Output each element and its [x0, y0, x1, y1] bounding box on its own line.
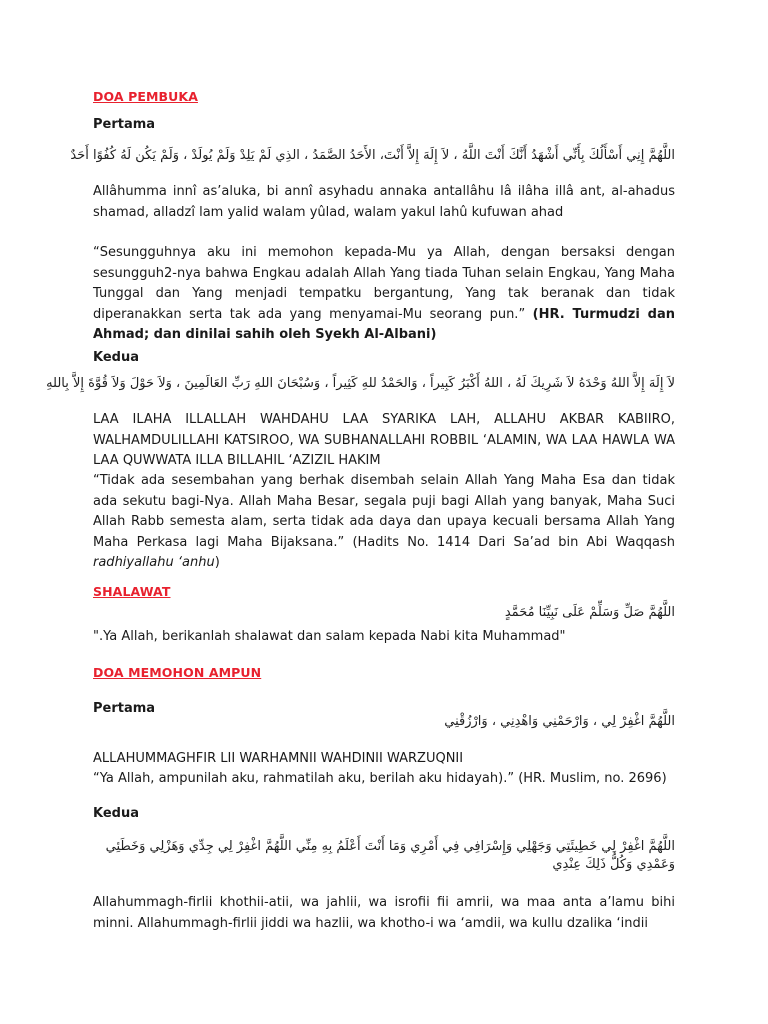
- label-pertama: Pertama: [93, 701, 156, 716]
- label-kedua: Kedua: [93, 350, 139, 365]
- translation-shalawat: ".Ya Allah, berikanlah shalawat dan salam kepada Nabi kita Muhammad": [93, 629, 566, 644]
- latin-ampun-pertama: ALLAHUMMAGHFIR LII WARHAMNII WAHDINII WARZUQNII: [93, 751, 464, 766]
- translation-italic: radhiyallahu ‘anhu: [93, 555, 215, 570]
- hadith-source: (HR. Turmudzi dan Ahmad; dan dinilai sahih oleh Syekh Al-Albani): [93, 306, 675, 342]
- translation-text: “Tidak ada sesembahan yang berhak disembah selain Allah Yang Maha Esa dan tidak ada sekutu bagi-Nya. Allah Maha Besar, segala puji bagi Allah yang banyak, Maha Suci Allah Rabb semesta alam, serta tidak ada daya dan upaya kecuali bersama Allah Yang Maha Perkasa lagi Maha Bijaksana.” (Hadits No. 1414 Dari Sa’ad bin Abi Waqqash: [93, 473, 675, 550]
- translation-doa-pembuka-kedua: [93, 471, 675, 574]
- latin-doa-pembuka-kedua: LAA ILAHA ILLALLAH WAHDAHU LAA SYARIKA LAH, ALLAHU AKBAR KABIIRO, WALHAMDULILLAHI KATSIROO, WA SUBHANALLAHI ROBBIL ‘ALAMIN, WA LAA HAWLA WA LAA QUWWATA ILLA BILLAHIL ‘AZIZIL HAKIM: [93, 412, 675, 468]
- translation-doa-pembuka-pertama: [93, 243, 675, 346]
- heading-doa-pembuka: DOA PEMBUKA: [93, 89, 198, 104]
- heading-doa-memohon-ampun: DOA MEMOHON AMPUN: [93, 665, 262, 680]
- latin-doa-pembuka-pertama: Allâhumma innî as’aluka, bi annî asyhadu annaka antallâhu lâ ilâha illâ ant, al-ahadus shamad, alladzî lam yalid walam yûlad, walam yakul lahû kufuwan ahad: [93, 184, 675, 220]
- label-pertama: Pertama: [93, 117, 156, 132]
- translation-text: “Sesungguhnya aku ini memohon kepada-Mu ya Allah, dengan bersaksi dengan sesungguh2-nya bahwa Engkau adalah Allah Yang tiada Tuhan selain Engkau, Yang Maha Tunggal dan Yang menjadi tempatku bergantung, Yang tak beranak dan tidak diperanakkan serta tak ada yang menyamai-Mu seorang pun.”: [93, 245, 675, 322]
- arabic-shalawat: اللَّهُمَّ صَلِّ وَسَلِّمْ عَلَى نَبِيِّنَا مُحَمَّدٍ: [504, 605, 675, 620]
- arabic-doa-pembuka-kedua: لاَ إِلَهَ إِلاَّ اللهُ وَحْدَهُ لاَ شَرِيكَ لَهُ ، اللهُ أَكْبَرُ كَبِيراً ، وَالحَمْدُ للهِ كَثِيراً ، وَسُبْحَانَ اللهِ رَبِّ العَالَمِينَ ، وَلاَ حَوْلَ وَلاَ قُوَّةَ إِلاَّ بِاللهِ: [46, 376, 675, 391]
- translation-ampun-pertama: “Ya Allah, ampunilah aku, rahmatilah aku, berilah aku hidayah).” (HR. Muslim, no. 2696): [93, 771, 667, 786]
- label-kedua: Kedua: [93, 806, 139, 821]
- heading-shalawat: SHALAWAT: [93, 584, 171, 599]
- arabic-ampun-kedua: اللَّهُمَّ اغْفِرْ لِي خَطِيئَتِي وَجَهْلِي وَإِسْرَافِي فِي أَمْرِي وَمَا أَنْتَ أَعْلَمُ بِهِ مِنِّي اللَّهُمَّ اغْفِرْ لِي جِدِّي وَهَزْلِي وَخَطَئِي وَعَمْدِي وَكُلُّ ذَلِكَ عِنْدِي: [105, 839, 675, 872]
- arabic-doa-pembuka-pertama: اللَّهُمَّ إِنِي أَسْأَلُكَ بِأَنِّي أَشْهَدُ أَنَّكَ أَنْتَ اللَّهُ ، لاَ إِلَهَ إِلاَّ أَنْتَ، الأَحَدُ الصَّمَدُ ، الذِي لَمْ يَلِدْ وَلَمْ يُولَدْ ، وَلَمْ يَكُن لَهُ كُفُوًا أَحَدٌ: [70, 148, 675, 163]
- arabic-ampun-pertama: اللَّهُمَّ اغْفِرْ لِي ، وَارْحَمْنِي وَاهْدِنِي ، وَارْزُقْنِي: [444, 714, 675, 729]
- translation-end: ): [214, 555, 220, 570]
- latin-ampun-kedua: Allahummagh-firlii khothii-atii, wa jahlii, wa isrofii fii amrii, wa maa anta a’lamu bihi minni. Allahummagh-firlii jiddi wa hazlii, wa khotho-i wa ‘amdii, wa kullu dzalika ‘indii: [93, 895, 675, 931]
